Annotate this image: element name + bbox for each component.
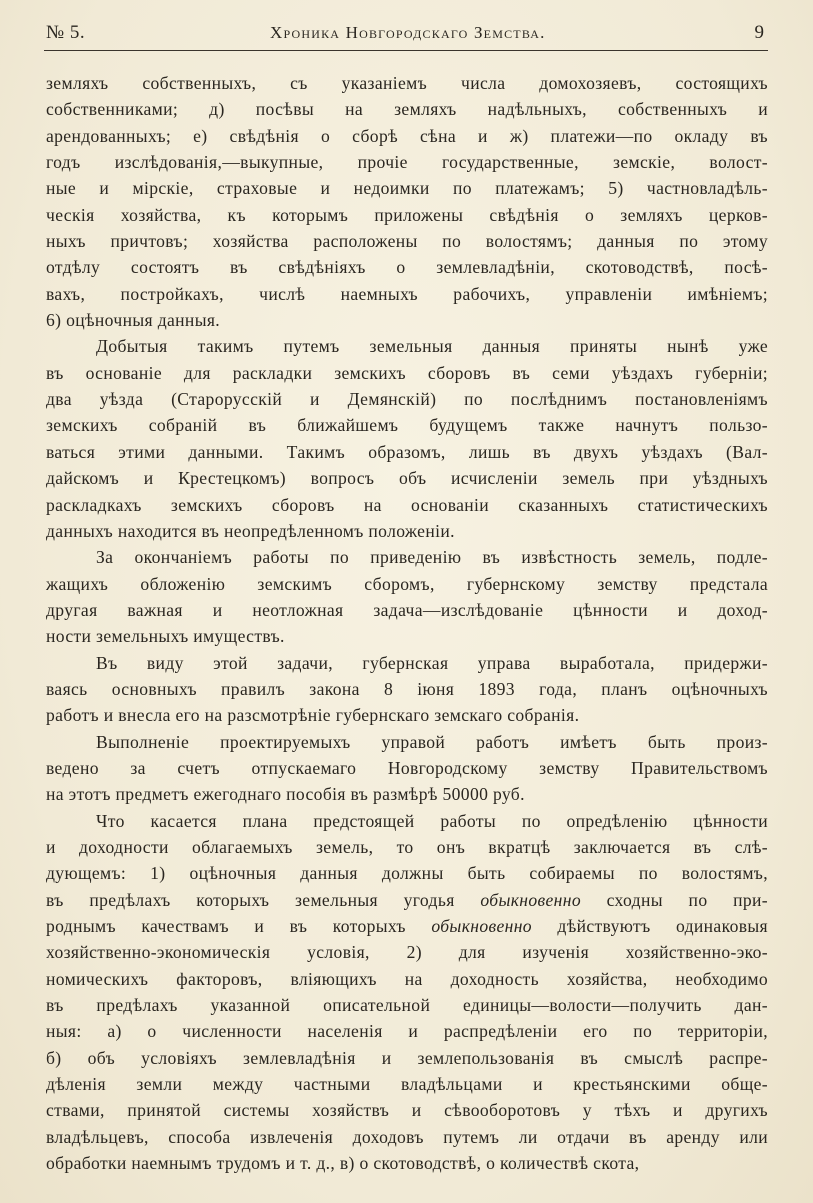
text-line: собственниками; д) посѣвы на земляхъ надѣльныхъ, собственныхъ и bbox=[46, 99, 768, 120]
running-title: Хроника Новгородскаго Земства. bbox=[270, 23, 546, 42]
body-text bbox=[46, 70, 768, 1176]
paragraph bbox=[46, 650, 768, 729]
text-line: въ предѣлахъ которыхъ земельныя угодья обыкновенно сходны по при- bbox=[46, 889, 769, 910]
text-line: въ предѣлахъ указанной описательной единицы—волости—получить дан- bbox=[46, 995, 768, 1016]
text-line: дайскомъ и Крестецкомъ) вопросъ объ исчисленіи земель при уѣздныхъ bbox=[46, 468, 768, 489]
text-line: обработки наемнымъ трудомъ и т. д., в) о скотоводствѣ, о количествѣ скота, bbox=[46, 1153, 640, 1174]
text-line: годъ изслѣдованія,—выкупные, прочіе государственные, земскіе, волост- bbox=[46, 152, 768, 173]
header-rule bbox=[44, 50, 768, 51]
paragraph bbox=[46, 808, 768, 1177]
text-line: Что касается плана предстоящей работы по опредѣленію цѣнности bbox=[96, 810, 768, 831]
text-line: земляхъ собственныхъ, съ указаніемъ числа домохозяевъ, состоящихъ bbox=[46, 73, 768, 93]
text-line: жащихъ обложенію земскимъ сборомъ, губернскому земству предстала bbox=[46, 573, 768, 594]
text-line: ные и мірскіе, страховые и недоимки по платежамъ; 5) частновладѣль- bbox=[46, 178, 768, 199]
text-line: раскладкахъ земскихъ сборовъ на основаніи сказанныхъ статистическихъ bbox=[46, 494, 768, 515]
text-line: земскихъ собраній въ ближайшемъ будущемъ также начнутъ пользо- bbox=[46, 415, 768, 436]
paragraph bbox=[46, 70, 768, 333]
text-line: другая важная и неотложная задача—изслѣдованіе цѣнности и доход- bbox=[46, 599, 768, 620]
paragraph bbox=[46, 333, 768, 544]
text-line: ческія хозяйства, къ которымъ приложены свѣдѣнія о земляхъ церков- bbox=[46, 204, 768, 225]
text-line: роднымъ качествамъ и въ которыхъ обыкновенно дѣйствуютъ одинаковыя bbox=[46, 916, 769, 936]
text-line: ствами, принятой системы хозяйствъ и сѣвооборотовъ у тѣхъ и другихъ bbox=[46, 1100, 768, 1121]
text-line: хозяйственно-экономическія условія, 2) для изученія хозяйственно-эко- bbox=[46, 942, 768, 963]
text-line: За окончаніемъ работы по приведенію въ извѣстность земель, подле- bbox=[96, 547, 768, 568]
text-line: Выполненіе проектируемыхъ управой работъ имѣетъ быть произ- bbox=[96, 731, 768, 752]
text-line: ваясь основныхъ правилъ закона 8 іюня 1893 года, планъ оцѣночныхъ bbox=[46, 678, 768, 699]
text-line: данныхъ находится въ неопредѣленномъ положеніи. bbox=[46, 520, 455, 541]
text-line: б) объ условіяхъ землевладѣнія и землепользованія въ смыслѣ распре- bbox=[46, 1047, 768, 1068]
text-line: работъ и внесла его на разсмотрѣніе губернскаго земскаго собранія. bbox=[46, 705, 580, 726]
paragraph bbox=[46, 544, 768, 649]
text-line: вахъ, постройкахъ, числѣ наемныхъ рабочихъ, управленіи имѣніемъ; bbox=[46, 283, 768, 304]
text-line: ведено за счетъ отпускаемаго Новгородскому земству Правительствомъ bbox=[46, 757, 768, 778]
issue-number: № 5. bbox=[46, 22, 86, 43]
text-line: ваться этими данными. Такимъ образомъ, лишь въ двухъ уѣздахъ (Вал- bbox=[46, 441, 768, 462]
text-line: въ основаніе для раскладки земскихъ сборовъ въ семи уѣздахъ губерніи; bbox=[46, 362, 768, 383]
text-line: дующемъ: 1) оцѣночныя данныя должны быть собираемы по волостямъ, bbox=[46, 863, 768, 884]
text-line: арендованныхъ; е) свѣдѣнія о сборѣ сѣна и ж) платежи—по окладу въ bbox=[46, 125, 768, 146]
text-line: владѣльцевъ, способа извлеченія доходовъ путемъ ли отдачи въ аренду или bbox=[46, 1126, 768, 1147]
text-line: отдѣлу состоятъ въ свѣдѣніяхъ о землевладѣніи, скотоводствѣ, посѣ- bbox=[46, 257, 768, 278]
text-line: Въ виду этой задачи, губернская управа выработала, придержи- bbox=[96, 652, 768, 673]
text-line: номическихъ факторовъ, вліяющихъ на доходность хозяйства, необходимо bbox=[46, 968, 768, 989]
text-line: Добытыя такимъ путемъ земельныя данныя приняты нынѣ уже bbox=[96, 336, 768, 357]
text-line: на этотъ предметъ ежегоднаго пособія въ размѣрѣ 50000 руб. bbox=[46, 784, 525, 805]
paragraph bbox=[46, 729, 768, 808]
text-line: ности земельныхъ имуществъ. bbox=[46, 626, 285, 647]
page-number: 9 bbox=[754, 22, 764, 43]
text-line: два уѣзда (Старорусскій и Демянскій) по послѣднимъ постановленіямъ bbox=[46, 389, 768, 410]
text-line: 6) оцѣночныя данныя. bbox=[46, 310, 221, 331]
text-line: ныхъ причтовъ; хозяйства расположены по волостямъ; данныя по этому bbox=[46, 231, 768, 252]
text-line: ныя: а) о численности населенія и распредѣленіи его по территоріи, bbox=[46, 1021, 768, 1042]
page-header bbox=[44, 18, 770, 48]
text-line: и доходности облагаемыхъ земель, то онъ вкратцѣ заключается въ слѣ- bbox=[46, 836, 768, 857]
text-line: дѣленія земли между частными владѣльцами и крестьянскими обще- bbox=[46, 1074, 768, 1095]
